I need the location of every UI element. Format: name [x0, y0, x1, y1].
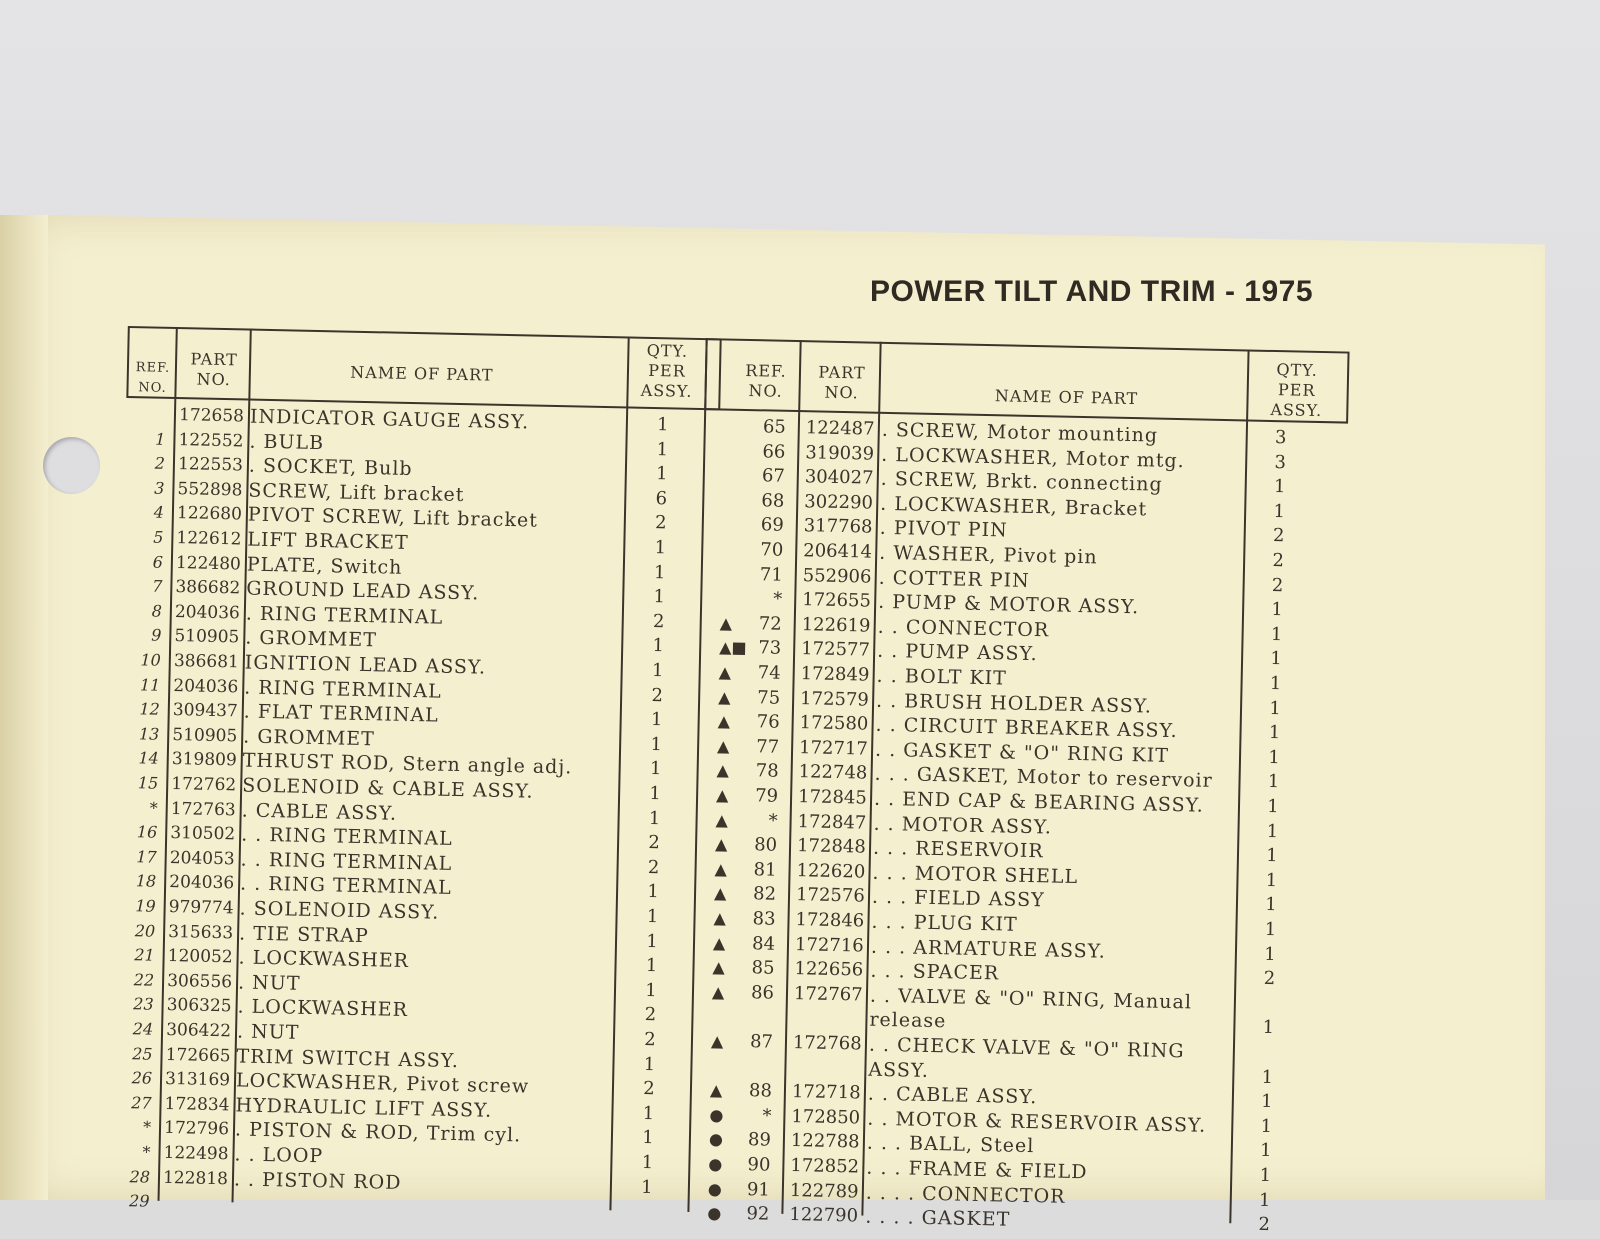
quantity: 1 [649, 783, 662, 805]
part-name: . . CABLE ASSY. [867, 1082, 1038, 1109]
part-number: 120052 [167, 946, 233, 968]
ref-number: 17 [136, 847, 157, 867]
ref-number: 15 [137, 773, 159, 793]
ref-number: 68 [761, 490, 785, 512]
ref-number: 1 [155, 429, 166, 449]
quantity: 1 [1265, 894, 1277, 916]
part-number: 306556 [167, 970, 233, 993]
part-name: . . RING TERMINAL [239, 872, 452, 900]
part-name: . WASHER, Pivot pin [879, 541, 1098, 569]
ref-number: 27 [131, 1093, 152, 1113]
part-number: 122487 [805, 417, 875, 440]
symbol-marker: ▲ [710, 1031, 724, 1051]
ref-number: 76 [756, 711, 780, 733]
part-name: . LOCKWASHER, Bracket [880, 492, 1148, 521]
part-number: 386682 [175, 577, 241, 599]
part-name: . . CIRCUIT BREAKER ASSY. [875, 713, 1178, 743]
symbol-marker: ▲ [714, 834, 728, 854]
symbol-marker: ▲ [719, 613, 733, 633]
symbol-marker: ▲ [713, 883, 727, 904]
symbol-marker: ● [708, 1154, 723, 1174]
header-name-of-part-left: NAME OF PART [350, 362, 494, 385]
part-number: 309437 [172, 700, 238, 722]
part-name: . PISTON & ROD, Trim cyl. [234, 1118, 522, 1147]
part-number: 386681 [173, 651, 240, 673]
part-name: . . PUMP ASSY. [876, 640, 1038, 666]
part-name: . . . FRAME & FIELD [866, 1156, 1088, 1184]
quantity: 1 [643, 1053, 656, 1075]
quantity: 1 [1271, 599, 1284, 621]
ref-number: 80 [753, 834, 778, 856]
quantity: 2 [1272, 525, 1285, 547]
quantity: 2 [648, 832, 661, 854]
quantity: 2 [644, 1004, 657, 1026]
ref-number: 9 [150, 625, 162, 646]
symbol-marker: ● [707, 1178, 723, 1199]
part-name: . . . SPACER [870, 959, 1000, 985]
quantity: 1 [641, 1151, 654, 1174]
ref-number: * [773, 588, 783, 610]
ref-number: 10 [140, 650, 162, 670]
part-number: 172852 [790, 1155, 860, 1178]
quantity: 1 [1264, 918, 1277, 941]
part-name: THRUST ROD, Stern angle adj. [242, 749, 573, 779]
part-name: . FLAT TERMINAL [243, 700, 440, 727]
part-number: 122619 [801, 613, 871, 637]
ref-number: 4 [153, 502, 165, 523]
ref-number: * [149, 798, 158, 818]
part-name: . . . . CONNECTOR [865, 1181, 1066, 1208]
part-number: 172716 [794, 933, 864, 957]
part-name: . . . PLUG KIT [871, 910, 1018, 936]
part-number: 172848 [796, 835, 867, 858]
part-name: . . MOTOR ASSY. [873, 812, 1053, 839]
part-name: . . . ARMATURE ASSY. [870, 935, 1107, 963]
part-number: 172846 [795, 909, 865, 932]
part-number: 122620 [796, 859, 866, 883]
quantity: 1 [656, 438, 669, 460]
part-number: 122552 [178, 429, 244, 452]
header-qty-right: QTY. PER ASSY. [1270, 360, 1323, 421]
part-name: release [869, 1009, 947, 1033]
part-number: 172577 [800, 638, 871, 661]
ref-number: 22 [133, 970, 155, 990]
ref-number: 28 [129, 1166, 151, 1187]
ref-number: 23 [133, 994, 154, 1015]
part-name: . SCREW, Brkt. connecting [880, 467, 1163, 496]
part-name: . TIE STRAP [238, 922, 370, 947]
symbol-marker: ▲ [712, 957, 726, 977]
quantity: 1 [1265, 869, 1278, 891]
part-name: . LOCKWASHER, Motor mtg. [881, 443, 1185, 472]
ref-number: 26 [131, 1068, 153, 1088]
quantity: 3 [1274, 427, 1287, 449]
part-name: PIVOT SCREW, Lift bracket [247, 503, 539, 533]
part-name: ASSY. [868, 1058, 930, 1082]
part-number: 172768 [792, 1032, 862, 1055]
quantity: 1 [1267, 771, 1280, 793]
quantity: 1 [1267, 795, 1279, 818]
ref-number: 85 [751, 957, 775, 979]
quantity: 1 [1270, 623, 1283, 646]
quantity: 1 [645, 955, 658, 977]
quantity [632, 1200, 662, 1201]
symbol-marker: ▲ [709, 1080, 723, 1100]
ref-number [733, 1054, 773, 1055]
ref-number: 86 [750, 981, 775, 1004]
ref-number: 3 [154, 478, 165, 498]
quantity: 1 [640, 1176, 653, 1198]
symbol-marker: ▲ [713, 908, 727, 928]
ref-number: 73 [758, 637, 782, 660]
binder-hole [43, 437, 100, 494]
part-name: . . . BALL, Steel [866, 1132, 1035, 1158]
part-name: . RING TERMINAL [245, 602, 444, 629]
part-number: 172717 [798, 736, 869, 760]
symbol-marker: ▲ [717, 711, 731, 731]
part-name: HYDRAULIC LIFT ASSY. [235, 1094, 493, 1122]
quantity: 1 [650, 733, 663, 756]
part-number: 172850 [791, 1105, 861, 1129]
header-ref-no-left: REF. NO. [135, 360, 171, 396]
part-number: 172655 [802, 589, 872, 612]
symbol-marker: ● [709, 1105, 724, 1125]
part-number: 510905 [174, 626, 240, 648]
part-name: . . MOTOR & RESERVOIR ASSY. [867, 1107, 1207, 1137]
quantity: 1 [655, 463, 668, 485]
ref-number: 90 [747, 1154, 771, 1176]
ref-number: 21 [134, 945, 155, 965]
part-number: 317768 [803, 515, 873, 539]
quantity: 2 [1258, 1214, 1271, 1236]
quantity [1253, 1041, 1283, 1042]
part-name: IGNITION LEAD ASSY. [244, 651, 487, 679]
part-number: 122480 [175, 552, 242, 575]
part-name: . PUMP & MOTOR ASSY. [877, 590, 1140, 619]
part-name: . NUT [236, 1020, 300, 1044]
ref-number: 77 [756, 736, 780, 758]
part-number: 304027 [804, 466, 874, 489]
quantity: 2 [1271, 574, 1284, 596]
ref-number: 91 [746, 1178, 771, 1201]
quantity: 1 [656, 414, 669, 436]
part-number: 172834 [164, 1093, 230, 1116]
ref-number: 87 [749, 1031, 774, 1053]
part-number: 122656 [794, 958, 864, 981]
ref-number: 65 [762, 416, 787, 438]
part-number: 510905 [172, 724, 238, 747]
parts-table [110, 318, 1353, 1236]
part-name: . SCREW, Motor mounting [881, 418, 1159, 447]
ref-number: 79 [755, 785, 779, 807]
symbol-marker: ▲ [711, 982, 725, 1002]
ref-number: 84 [751, 932, 776, 955]
part-name: . BULB [249, 430, 325, 454]
ref-number: 75 [757, 686, 781, 709]
part-name: TRIM SWITCH ASSY. [236, 1045, 460, 1072]
part-name: . SOLENOID ASSY. [239, 897, 440, 924]
quantity: 1 [1260, 1091, 1273, 1113]
part-name: . CABLE ASSY. [241, 799, 398, 825]
part-number: 979774 [168, 896, 234, 919]
part-name: INDICATOR GAUGE ASSY. [249, 405, 530, 434]
part-number: 206414 [803, 540, 873, 563]
ref-number: 78 [755, 760, 779, 783]
ref-number: 18 [135, 871, 157, 892]
ref-number: 24 [132, 1019, 154, 1039]
part-name: . . RING TERMINAL [240, 848, 453, 875]
ref-number: 5 [153, 527, 164, 547]
symbol-marker: ▲ [716, 760, 730, 781]
quantity: 1 [1263, 943, 1276, 965]
part-number: 122680 [176, 503, 243, 525]
symbol-marker: ▲ [712, 932, 726, 953]
part-number: 319809 [171, 749, 237, 771]
part-name: . . . FIELD ASSY [871, 886, 1045, 912]
quantity: 2 [651, 684, 664, 706]
part-number: 172718 [791, 1081, 861, 1104]
quantity: 1 [651, 660, 664, 682]
quantity: 1 [646, 930, 659, 952]
symbol-marker: ▲■ [719, 637, 747, 658]
part-number: 315633 [168, 921, 234, 943]
part-name: . . VALVE & "O" RING, Manual [869, 984, 1193, 1014]
ref-number: 81 [753, 859, 777, 881]
quantity: 1 [1269, 672, 1282, 695]
ref-number: 19 [135, 896, 156, 916]
ref-number: 74 [757, 662, 781, 684]
ref-number: 11 [139, 674, 161, 695]
part-name: . LOCKWASHER [237, 995, 409, 1022]
part-number: 122788 [790, 1130, 860, 1153]
ref-number: 89 [747, 1129, 772, 1152]
part-number: 306422 [165, 1019, 232, 1042]
ref-number [138, 402, 166, 403]
quantity: 1 [1258, 1189, 1271, 1211]
part-number: 122498 [163, 1142, 229, 1165]
part-name: . RING TERMINAL [244, 676, 442, 703]
part-number: 302290 [804, 491, 874, 514]
part-number: 172580 [799, 712, 869, 735]
part-number: 172658 [178, 405, 245, 427]
part-name: . PIVOT PIN [879, 517, 1008, 542]
part-number: 122818 [162, 1167, 229, 1189]
part-name: SOLENOID & CABLE ASSY. [242, 774, 534, 803]
part-number: 552906 [802, 564, 872, 588]
ref-number: 13 [138, 724, 160, 744]
header-qty-left: QTY. PER ASSY. [640, 340, 693, 401]
part-number: 172763 [170, 798, 236, 820]
ref-number: 29 [128, 1191, 150, 1211]
quantity: 1 [654, 537, 667, 559]
part-number: 204036 [169, 872, 235, 894]
header-ref-no-right: REF. NO. [745, 360, 787, 401]
part-number: 204036 [174, 601, 241, 624]
ref-number: 20 [134, 920, 156, 941]
part-number: 172767 [793, 982, 863, 1006]
part-number: 172762 [171, 774, 237, 796]
ref-number: 72 [758, 613, 782, 635]
header-name-of-part-right: NAME OF PART [994, 386, 1139, 409]
part-name: GROUND LEAD ASSY. [246, 577, 480, 605]
quantity: 1 [1261, 1066, 1274, 1088]
quantity: 1 [1273, 476, 1286, 498]
part-name: . GROMMET [243, 725, 376, 751]
ref-number: * [142, 1142, 151, 1162]
quantity: 1 [1269, 697, 1282, 719]
part-name: . . . . GASKET [865, 1205, 1011, 1231]
quantity: 1 [1260, 1115, 1273, 1137]
page-title: POWER TILT AND TRIM - 1975 [870, 275, 1314, 308]
ref-number: * [768, 810, 778, 832]
part-name: PLATE, Switch [246, 553, 403, 579]
ref-number: 66 [762, 440, 786, 463]
quantity: 1 [641, 1127, 654, 1149]
quantity: 1 [1270, 648, 1283, 670]
part-number: 172576 [795, 884, 865, 907]
ref-number: 16 [136, 822, 158, 842]
symbol-marker: ▲ [714, 859, 728, 879]
symbol-marker: ▲ [715, 810, 729, 830]
part-number: 172579 [799, 687, 870, 711]
part-number: 122790 [789, 1204, 859, 1227]
part-number: 122789 [789, 1179, 859, 1203]
quantity: 1 [647, 881, 660, 903]
quantity: 1 [649, 758, 662, 780]
ref-number: 7 [152, 576, 163, 596]
quantity: 1 [650, 709, 663, 731]
ref-number: 92 [746, 1203, 770, 1225]
part-number: 319039 [805, 441, 875, 465]
ref-number: * [762, 1105, 772, 1127]
ref-number: 2 [154, 453, 166, 473]
symbol-marker: ▲ [716, 736, 730, 756]
part-name: . . . MOTOR SHELL [872, 861, 1079, 888]
quantity: 1 [1259, 1164, 1272, 1187]
symbol-marker: ▲ [715, 785, 729, 805]
ref-number: * [142, 1117, 152, 1138]
part-number: 172796 [163, 1118, 230, 1140]
quantity: 1 [1273, 500, 1286, 523]
part-name: . LOCKWASHER [238, 946, 410, 973]
part-name: LIFT BRACKET [247, 528, 409, 554]
part-name: . SOCKET, Bulb [248, 454, 413, 481]
symbol-marker [711, 1054, 771, 1055]
part-number: 172845 [797, 786, 868, 809]
part-name: SCREW, Lift bracket [248, 479, 465, 506]
ref-number: 82 [752, 883, 777, 906]
part-name: LOCKWASHER, Pivot screw [235, 1069, 530, 1098]
part-name: . . CONNECTOR [877, 615, 1050, 642]
quantity: 2 [1272, 550, 1285, 572]
part-number: 313169 [164, 1069, 231, 1091]
part-name: . . END CAP & BEARING ASSY. [873, 787, 1204, 817]
quantity: 1 [645, 979, 657, 1002]
symbol-marker: ▲ [718, 687, 731, 707]
ref-number: 25 [132, 1043, 153, 1064]
part-name: . . . GASKET, Motor to reservoir [874, 763, 1213, 793]
part-name: . . BOLT KIT [876, 664, 1008, 690]
part-number: 310502 [170, 823, 236, 845]
symbol-marker: ▲ [718, 662, 732, 682]
part-number: 122612 [176, 528, 242, 550]
part-number: 172847 [797, 810, 867, 834]
part-name: . . BRUSH HOLDER ASSY. [875, 689, 1153, 718]
part-number: 204053 [169, 847, 235, 870]
quantity: 3 [1274, 451, 1287, 473]
ref-number: 67 [761, 465, 786, 487]
quantity: 2 [652, 610, 665, 633]
quantity: 1 [642, 1102, 655, 1124]
ref-number [734, 1005, 774, 1006]
ref-number: 88 [748, 1080, 773, 1102]
binding-spine [0, 215, 48, 1200]
quantity [1254, 992, 1284, 993]
part-name: . NUT [237, 971, 301, 995]
part-name: . . RING TERMINAL [240, 823, 453, 851]
quantity: 1 [1266, 845, 1278, 867]
quantity: 2 [1263, 968, 1276, 990]
symbol-marker: ● [707, 1203, 722, 1223]
quantity: 1 [652, 635, 665, 657]
quantity: 1 [1268, 746, 1280, 769]
part-name: . COTTER PIN [878, 566, 1030, 592]
quantity: 2 [643, 1078, 655, 1100]
ref-number: 69 [760, 514, 785, 537]
ref-number: 6 [152, 552, 164, 572]
ref-number: 71 [759, 563, 783, 586]
header-part-no-left: PART NO. [190, 349, 238, 390]
quantity: 1 [648, 807, 661, 829]
quantity: 6 [655, 487, 668, 510]
quantity: 2 [644, 1028, 656, 1051]
ref-number: 14 [138, 748, 159, 769]
symbol-marker [712, 1005, 772, 1006]
part-name: . . . RESERVOIR [872, 836, 1044, 863]
part-number: 122748 [798, 761, 868, 784]
quantity: 1 [653, 586, 666, 608]
part-name: . GROMMET [245, 626, 378, 652]
symbol-marker: ● [708, 1129, 724, 1150]
part-name: . . PISTON ROD [233, 1168, 402, 1194]
quantity: 2 [647, 856, 660, 879]
ref-number: 83 [752, 908, 776, 930]
quantity: 1 [1266, 820, 1279, 842]
quantity: 1 [1262, 1017, 1275, 1039]
part-name: . . LOOP [234, 1143, 324, 1168]
ref-number: 8 [151, 601, 163, 621]
quantity: 1 [653, 561, 666, 583]
quantity: 1 [1259, 1140, 1272, 1162]
header-part-no-right: PART NO. [818, 362, 866, 403]
quantity: 2 [654, 512, 667, 534]
part-number: 172665 [165, 1044, 231, 1066]
ref-number: 12 [139, 699, 161, 719]
ref-number: 70 [760, 539, 784, 561]
quantity: 1 [646, 905, 659, 928]
part-number: 306325 [166, 995, 232, 1017]
part-number: 122553 [177, 454, 244, 476]
part-number: 552898 [177, 478, 243, 501]
part-number: 172849 [800, 663, 870, 686]
quantity: 1 [1268, 722, 1281, 744]
part-name: . . GASKET & "O" RING KIT [874, 738, 1170, 767]
part-number: 204036 [173, 675, 239, 697]
part-name: . . CHECK VALVE & "O" RING [868, 1033, 1185, 1063]
